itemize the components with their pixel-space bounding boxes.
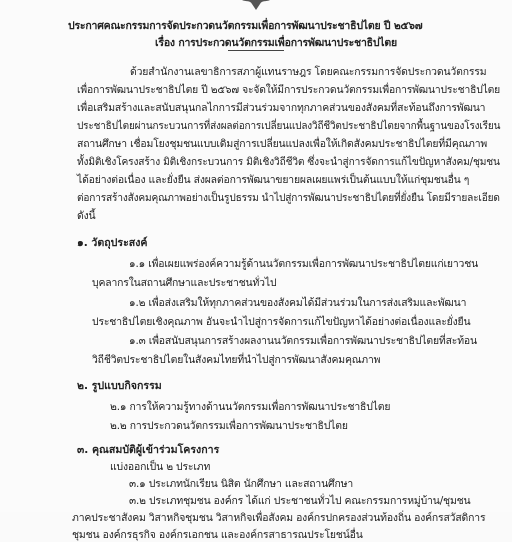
intro-line: ด้วยสำนักงานเลขาธิการสภาผู้แทนราษฎร โดยคณะกรรมการจัดประกวดนวัตกรรม (130, 66, 487, 78)
intro-line: เพื่อเสริมสร้างและสนับสนุนกลไกการมีส่วนร่วมจากทุกภาคส่วนของสังคมที่สะท้อนถึงการพัฒนา (77, 102, 486, 114)
intro-line: เพื่อการพัฒนาประชาธิปไตย ปี ๒๕๖๗ จะจัดให้มีการประกวดนวัตกรรมเพื่อการพัฒนาประชาธิปไตย (77, 84, 501, 96)
intro-line: สถานศึกษา เชื่อมโยงชุมชนแบบเดิมสู่การเปลี่ยนแปลงเพื่อให้เกิดสังคมประชาธิปไตยที่มีคุณภาพ (77, 138, 488, 150)
intro-line: ต่อการสร้างสังคมคุณภาพอย่างเป็นรูปธรรม นำไปสู่การพัฒนาประชาธิปไตยที่ยั่งยืน โดยมีรายละเอียด (77, 192, 500, 204)
qualification-line: แบ่งออกเป็น ๒ ประเภท (110, 461, 211, 473)
objective-line: บุคลากรในสถานศึกษาและประชาชนทั่วไป (92, 277, 277, 289)
intro-line: ดังนี้ (77, 210, 96, 222)
objective-line: วิถีชีวิตประชาธิปไตยในสังคมไทยที่นำไปสู่การพัฒนาสังคมคุณภาพ (92, 354, 381, 366)
section-heading-objectives: ๑. วัตถุประสงค์ (77, 237, 148, 249)
section-heading-activities: ๒. รูปแบบกิจกรรม (77, 380, 162, 392)
header-divider (228, 50, 284, 51)
garuda-emblem-icon (236, 0, 276, 12)
intro-line: ทั้งมิติเชิงโครงสร้าง มิติเชิงกระบวนการ มิติเชิงวิถีชีวิต ซึ่งจะนำสู่การจัดการแก้ไขปัญหาสังคม/ชุมชน (77, 156, 500, 168)
objective-line: ๑.๓ เพื่อสนับสนุนการสร้างผลงานนวัตกรรมเพื่อการพัฒนาประชาธิปไตยที่สะท้อน (129, 335, 477, 347)
objective-line: ๑.๒ เพื่อส่งเสริมให้ทุกภาคส่วนของสังคมได้มีส่วนร่วมในการส่งเสริมและพัฒนา (129, 297, 467, 309)
announcement-subject: เรื่อง การประกวดนวัตกรรมเพื่อการพัฒนาประชาธิปไตย (155, 37, 397, 49)
qualification-line: ๓.๒ ประเภทชุมชน องค์กร ได้แก่ ประชาชนทั่วไป คณะกรรมการหมู่บ้าน/ชุมชน (129, 495, 471, 507)
section-heading-qualifications: ๓. คุณสมบัติผู้เข้าร่วมโครงการ (77, 444, 220, 456)
qualification-line: ภาคประชาสังคม วิสาหกิจชุมชน วิสาหกิจเพื่อสังคม องค์กรปกครองส่วนท้องถิ่น องค์กรสวัสดิการ (72, 512, 486, 524)
qualification-line: ๓.๑ ประเภทนักเรียน นิสิต นักศึกษา และสถานศึกษา (129, 478, 354, 490)
qualification-line: ชุมชน องค์กรธุรกิจ องค์กรเอกชน และองค์กรสาธารณประโยชน์อื่น (72, 529, 363, 541)
activity-line: ๒.๑ การให้ความรู้ทางด้านนวัตกรรมเพื่อการพัฒนาประชาธิปไตย (110, 401, 391, 413)
objective-line: ๑.๑ เพื่อเผยแพร่องค์ความรู้ด้านนวัตกรรมเพื่อการพัฒนาประชาธิปไตยแก่เยาวชน (129, 258, 479, 270)
announcement-title: ประกาศคณะกรรมการจัดประกวดนวัตกรรมเพื่อการพัฒนาประชาธิปไตย ปี ๒๕๖๗ (68, 20, 423, 32)
intro-line: ประชาธิปไตยผ่านกระบวนการที่ส่งผลต่อการเปลี่ยนแปลงวิถีชีวิตประชาธิปไตยจากพื้นฐานของโรงเรียน (77, 120, 501, 132)
intro-line: ได้อย่างต่อเนื่อง และยั่งยืน ส่งผลต่อการพัฒนาขยายผลเผยแพร่เป็นต้นแบบให้แก่ชุมชนอื่น ๆ (77, 174, 470, 186)
activity-line: ๒.๒ การประกวดนวัตกรรมเพื่อการพัฒนาประชาธิปไตย (110, 420, 348, 432)
objective-line: ประชาธิปไตยเชิงคุณภาพ อันจะนำไปสู่การจัดการแก้ไขปัญหาได้อย่างต่อเนื่องและยั่งยืน (92, 316, 471, 328)
